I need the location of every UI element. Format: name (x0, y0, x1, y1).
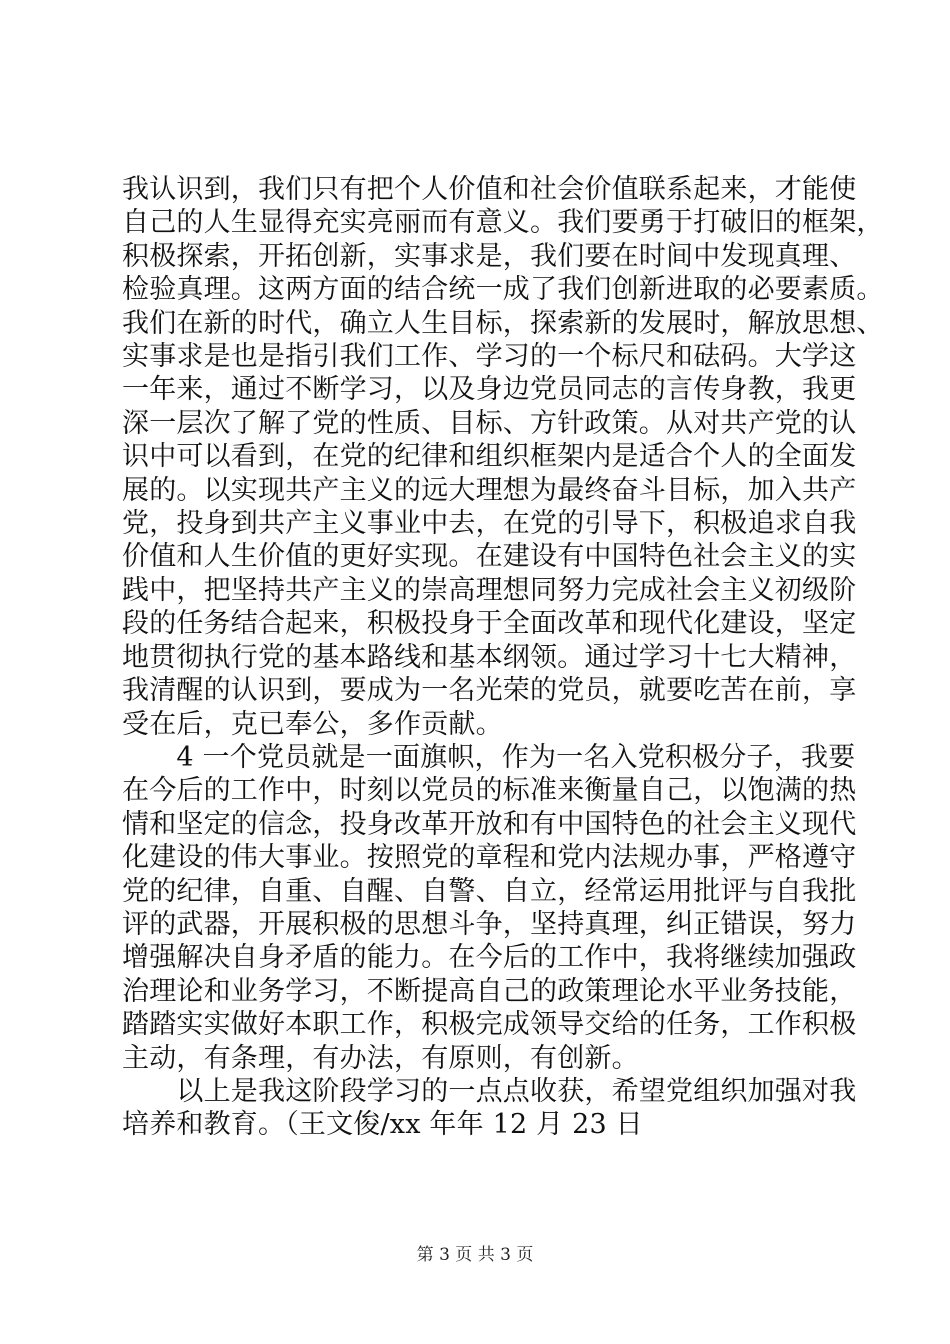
text-line: 党，投身到共产主义事业中去，在党的引导下，积极追求自我 (122, 508, 857, 540)
text-line: 我们在新的时代，确立人生目标，探索新的发展时，解放思想、 (122, 307, 884, 339)
text-line: 在今后的工作中，时刻以党员的标准来衡量自己，以饱满的热 (122, 775, 857, 807)
text-line: 实事求是也是指引我们工作、学习的一个标尺和砝码。大学这 (122, 341, 857, 373)
text-line: 4 一个党员就是一面旗帜，作为一名入党积极分子，我要 (122, 741, 856, 773)
text-line: 识中可以看到，在党的纪律和组织框架内是适合个人的全面发 (122, 441, 857, 473)
body-text (122, 173, 884, 1142)
text-line: 党的纪律，自重、自醒、自警、自立，经常运用批评与自我批 (122, 875, 857, 907)
text-line: 治理论和业务学习，不断提高自己的政策理论水平业务技能， (122, 975, 857, 1007)
text-line: 地贯彻执行党的基本路线和基本纲领。通过学习十七大精神， (122, 641, 857, 673)
text-line: 价值和人生价值的更好实现。在建设有中国特色社会主义的实 (122, 541, 857, 573)
text-line: 踏踏实实做好本职工作，积极完成领导交给的任务，工作积极 (122, 1009, 857, 1041)
text-line: 主动，有条理，有办法，有原则，有创新。 (122, 1042, 639, 1074)
text-line: 积极探索，开拓创新，实事求是，我们要在时间中发现真理、 (122, 240, 857, 272)
text-line: 受在后，克已奉公，多作贡献。 (122, 708, 503, 740)
text-line: 评的武器，开展积极的思想斗争，坚持真理，纠正错误，努力 (122, 908, 857, 940)
text-line: 展的。以实现共产主义的远大理想为最终奋斗目标，加入共产 (122, 474, 857, 506)
text-line: 自己的人生显得充实亮丽而有意义。我们要勇于打破旧的框架， (122, 207, 884, 239)
page-number-footer: 第 3 页 共 3 页 (416, 1245, 534, 1265)
text-line: 情和坚定的信念，投身改革开放和有中国特色的社会主义现代 (122, 808, 857, 840)
text-line: 检验真理。这两方面的结合统一成了我们创新进取的必要素质。 (122, 274, 884, 306)
text-line: 化建设的伟大事业。按照党的章程和党内法规办事，严格遵守 (122, 842, 857, 874)
text-line: 段的任务结合起来，积极投身于全面改革和现代化建设，坚定 (122, 608, 857, 640)
text-line: 我清醒的认识到，要成为一名光荣的党员，就要吃苦在前，享 (122, 675, 857, 707)
text-line: 培养和教育。（王文俊/xx 年年 12 月 23 日 (122, 1109, 643, 1141)
text-line: 以上是我这阶段学习的一点点收获，希望党组织加强对我 (122, 1075, 857, 1107)
text-line: 一年来，通过不断学习，以及身边党员同志的言传身教，我更 (122, 374, 857, 406)
text-line: 践中，把坚持共产主义的崇高理想同努力完成社会主义初级阶 (122, 574, 857, 606)
text-line: 深一层次了解了党的性质、目标、方针政策。从对共产党的认 (122, 407, 857, 439)
text-line: 我认识到，我们只有把个人价值和社会价值联系起来，才能使 (122, 174, 857, 205)
text-line: 增强解决自身矛盾的能力。在今后的工作中，我将继续加强政 (122, 942, 857, 974)
